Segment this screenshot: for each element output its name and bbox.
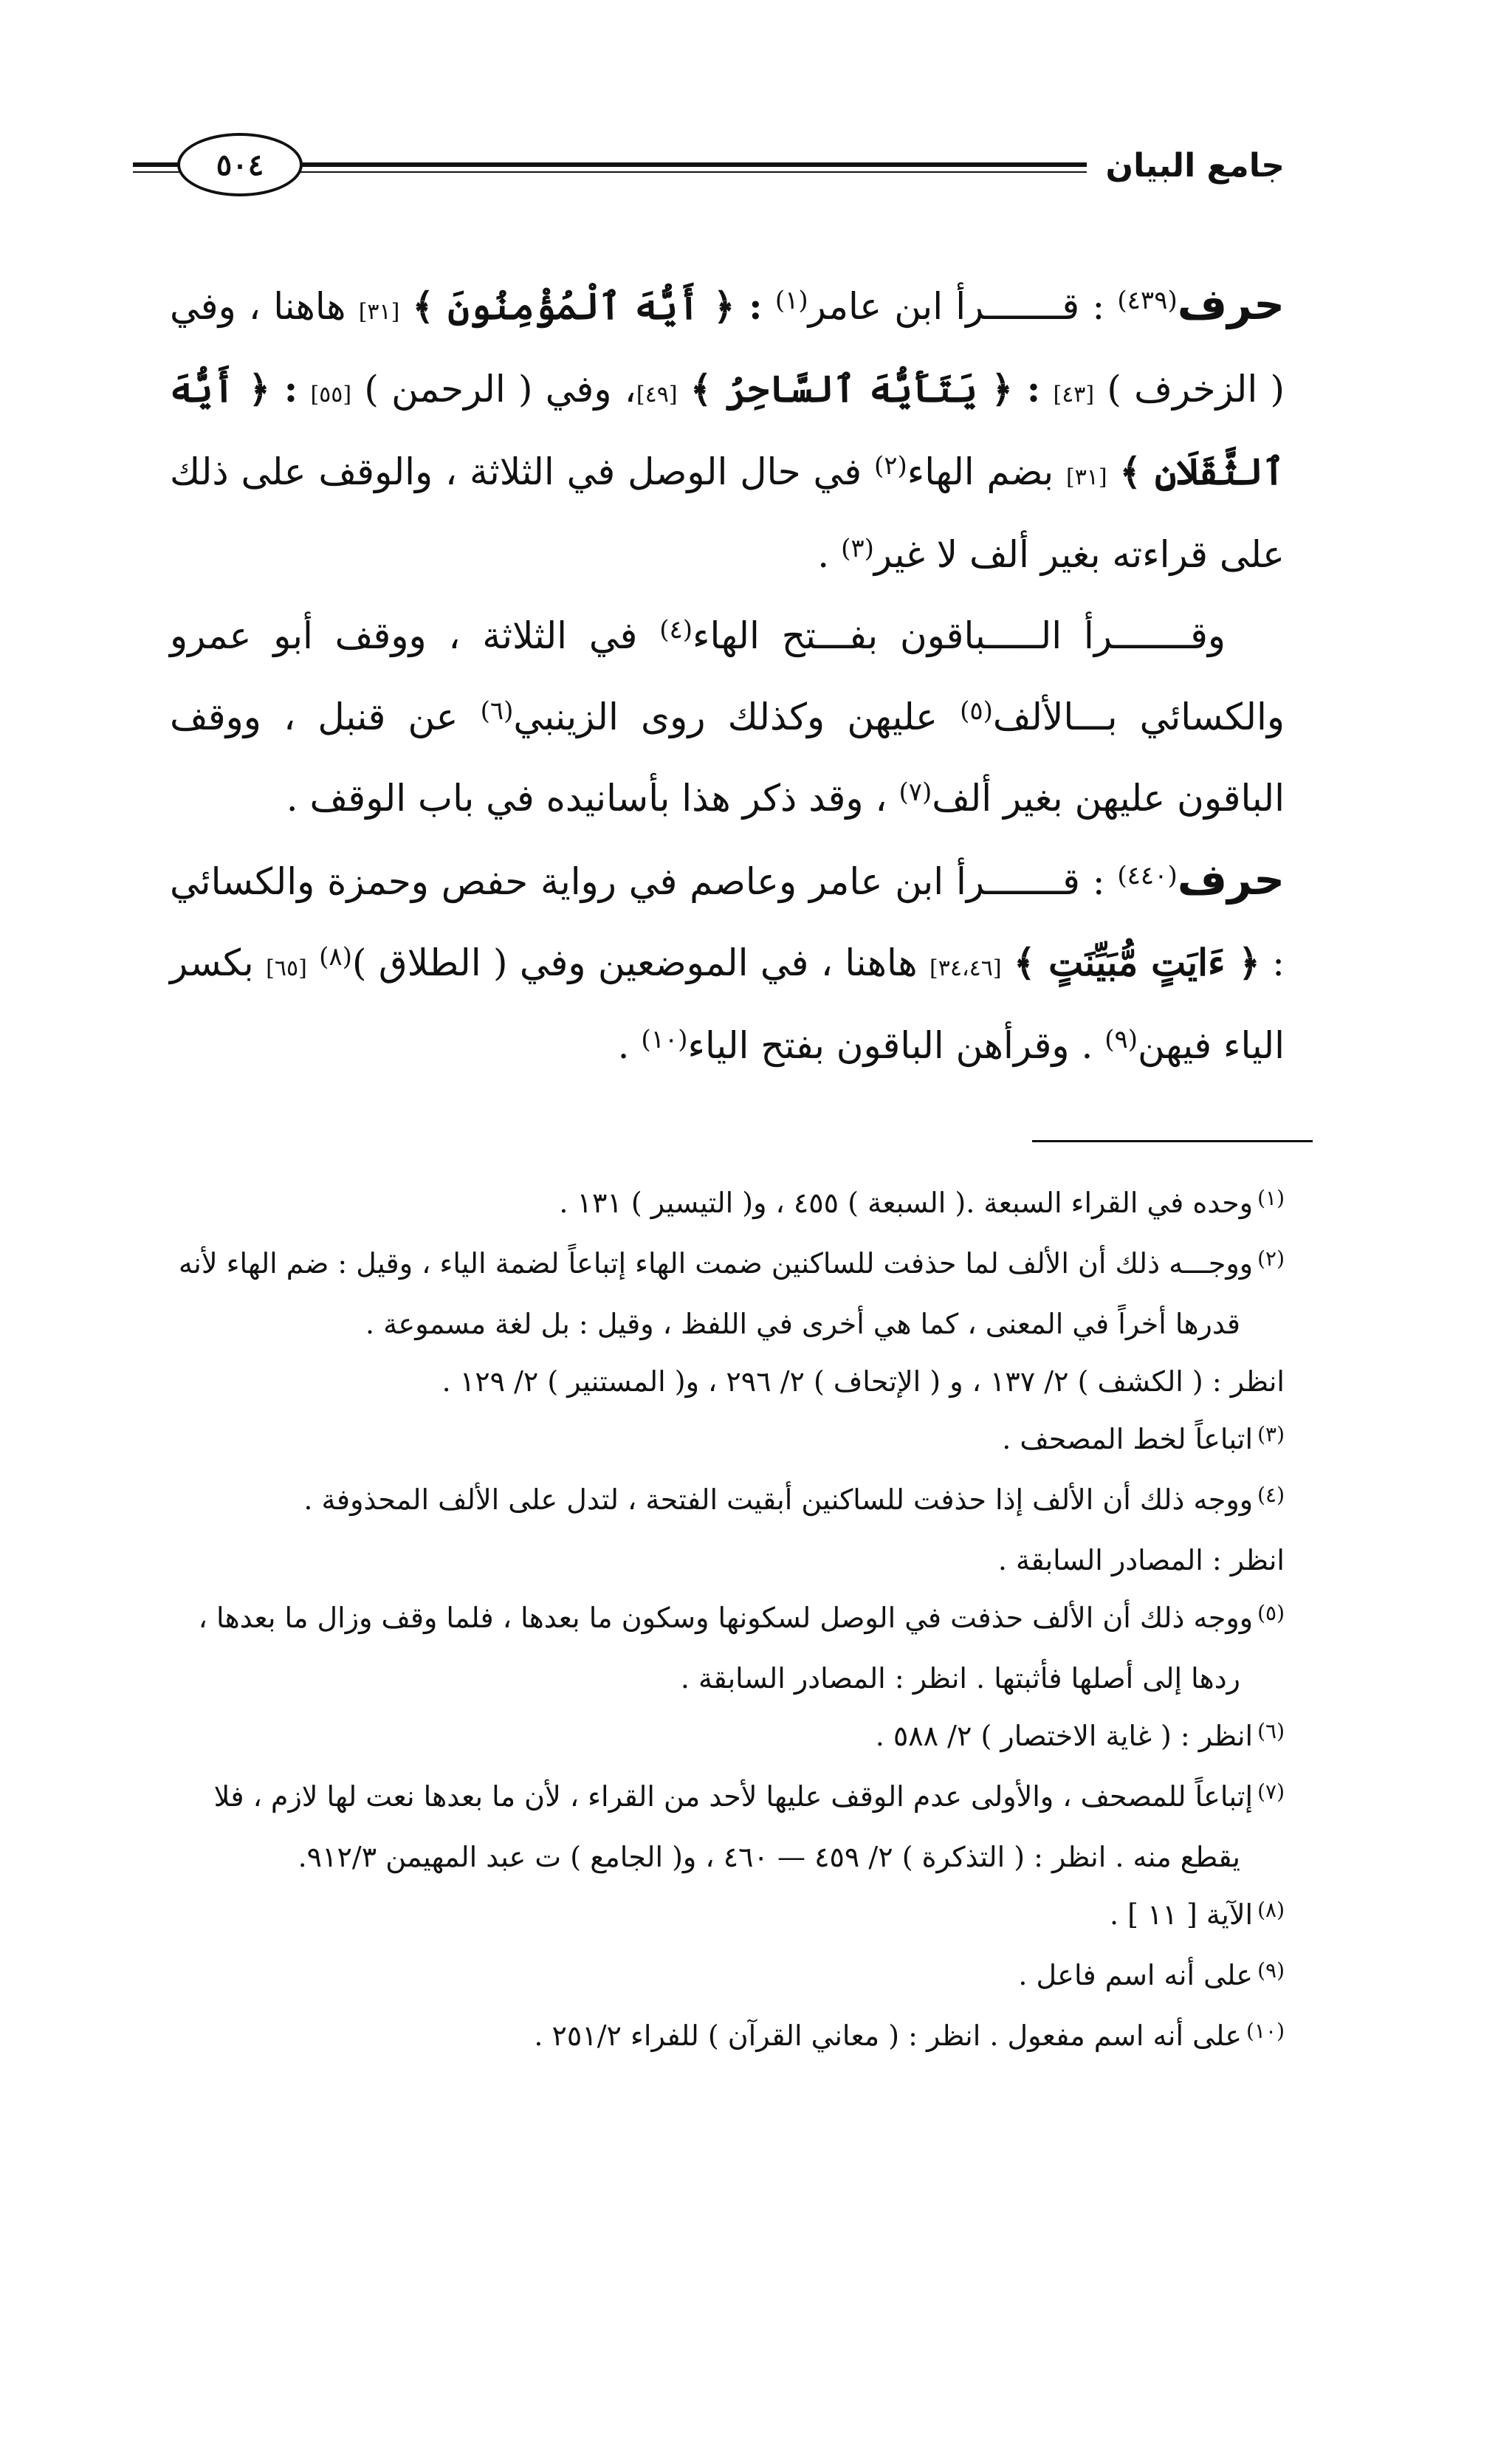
footnote-mark: (٢) xyxy=(1257,1246,1285,1271)
footnote-text: انظر : المصادر السابقة . xyxy=(997,1544,1285,1576)
main-text xyxy=(170,266,1285,1088)
text-segment: هاهنا ، وفي ( الزخرف ) xyxy=(170,285,1285,411)
footnote-mark: (٨) xyxy=(1257,1898,1285,1922)
footnote-text: إتباعاً للمصحف ، والأولى عدم الوقف عليها لأحد من القراء ، لأن ما بعدها نعت لها لازم ، فلا xyxy=(213,1780,1254,1813)
text-segment: في الثلاثة ، ووقف أبو عمرو والكسائي بـــالألف xyxy=(170,614,1285,738)
footnote-ref-6: (٦) xyxy=(480,696,514,726)
verse-ref: [٤٩] xyxy=(636,382,678,408)
paragraph-others xyxy=(170,597,1285,841)
text-segment: هاهنا ، في الموضعين وفي ( الطلاق ) xyxy=(351,941,918,984)
footnote-1 xyxy=(170,1174,1285,1235)
footnote-ref-10: (١٠) xyxy=(641,1025,688,1054)
harf-number: (٤٤٠) xyxy=(1117,861,1178,890)
footnote-5 xyxy=(170,1589,1285,1650)
book-title: جامع البيان xyxy=(1087,140,1285,192)
text-segment: . xyxy=(817,533,830,576)
footnote-text: على أنه اسم فاعل . xyxy=(1018,1959,1254,1991)
footnote-text: انظر : ( الكشف ) ٢/ ١٣٧ ، و ( الإتحاف ) ٢/ ٢٩٦ ، و( المستنير ) ٢/ ١٢٩ . xyxy=(441,1365,1285,1398)
footnote-mark: (٣) xyxy=(1257,1422,1285,1446)
footnote-ref-3: (٣) xyxy=(841,534,874,563)
paragraph-harf-440 xyxy=(170,841,1285,1088)
text-segment: ، وفي ( الرحمن ) xyxy=(364,368,636,411)
footnotes xyxy=(170,1174,1285,2067)
harf-label: حرف xyxy=(1177,854,1285,905)
page-header xyxy=(133,124,1285,205)
footnote-7-continued xyxy=(170,1828,1285,1886)
harf-number: (٤٣٩) xyxy=(1117,286,1178,315)
footnote-2-continued xyxy=(170,1295,1285,1353)
footnote-text: على أنه اسم مفعول . انظر : ( معاني القرآن ) للفراء ٢٥١/٢ . xyxy=(534,2019,1243,2052)
footnote-10 xyxy=(170,2007,1285,2067)
text-segment: عليهن وكذلك روى الزينبي xyxy=(513,696,938,738)
footnote-2-sources xyxy=(170,1353,1285,1410)
footnote-mark: (١) xyxy=(1257,1186,1285,1210)
text-segment: بكسر الياء فيهن xyxy=(170,941,1285,1067)
footnote-ref-2: (٢) xyxy=(873,451,907,481)
text-segment: بضم الهاء xyxy=(907,450,1054,493)
footnote-text: اتباعاً لخط المصحف . xyxy=(1002,1423,1254,1455)
footnote-9 xyxy=(170,1946,1285,2007)
footnote-5-continued xyxy=(170,1650,1285,1707)
paragraph-harf-439 xyxy=(170,266,1285,597)
quran-verse: ﴿ ءَايَتٍ مُّبَيِّنَتٍ ﴾ xyxy=(1013,941,1260,984)
footnote-text: قدرها أخراً في المعنى ، كما هي أخرى في اللفظ ، وقيل : بل لغة مسموعة . xyxy=(365,1308,1240,1340)
footnote-text: ووجه ذلك أن الألف حذفت في الوصل لسكونها وسكون ما بعدها ، فلما وقف وزال ما بعدها ، xyxy=(198,1602,1254,1634)
quran-verse: : ﴿ أَيُّهَ ٱلْمُؤْمِنُونَ ﴾ xyxy=(412,284,763,328)
text-segment: . وقرأهن الباقون بفتح الياء xyxy=(687,1024,1093,1067)
footnote-ref-4: (٤) xyxy=(659,615,693,645)
footnote-8 xyxy=(170,1886,1285,1946)
text-segment: . xyxy=(617,1024,630,1067)
footnote-ref-9: (٩) xyxy=(1104,1025,1138,1054)
footnote-separator xyxy=(1032,1140,1313,1142)
footnote-ref-1: (١) xyxy=(774,286,808,315)
footnote-ref-5: (٥) xyxy=(960,696,993,726)
footnote-text: انظر : ( غاية الاختصار ) ٢/ ٥٨٨ . xyxy=(875,1720,1254,1752)
footnote-2 xyxy=(170,1235,1285,1295)
footnote-mark: (٤) xyxy=(1257,1483,1285,1507)
footnote-ref-8: (٨) xyxy=(319,942,352,972)
footnote-4-sources xyxy=(170,1531,1285,1589)
footnote-mark: (٩) xyxy=(1257,1958,1285,1983)
footnote-text: ووجـــه ذلك أن الألف لما حذفت للساكنين ضمت الهاء إتباعاً لضمة الياء ، وقيل : ضم الهاء لأنه xyxy=(178,1247,1254,1280)
verse-ref: [٦٥] xyxy=(266,955,307,981)
footnote-mark: (١٠) xyxy=(1246,2019,1285,2043)
page-number: ٥٠٤ xyxy=(177,133,303,196)
quran-verse: : ﴿ أَيُّهَ ٱلثَّقَلَانِ ﴾ xyxy=(170,367,1285,493)
text-segment: : قـــــــرأ ابن عامر وعاصم في رواية حفص وحمزة والكسائي : xyxy=(170,860,1285,984)
footnote-7 xyxy=(170,1768,1285,1828)
verse-ref: [٣١] xyxy=(1065,464,1107,490)
text-segment: ، وقد ذكر هذا بأسانيده في باب الوقف . xyxy=(286,777,887,820)
text-segment: وقـــــــرأ الـــــباقون بفـــتح الهاء xyxy=(693,614,1226,657)
verse-ref: [٥٥] xyxy=(310,382,352,408)
footnote-3 xyxy=(170,1410,1285,1471)
quran-verse: : ﴿ يَتَأَيُّهَ ٱلسَّاحِرُ ﴾ xyxy=(690,367,1041,411)
footnote-mark: (٦) xyxy=(1257,1719,1285,1743)
footnote-mark: (٧) xyxy=(1257,1779,1285,1804)
harf-label: حرف xyxy=(1177,279,1285,329)
text-segment: عن قنبل ، ووقف الباقون عليهن بغير ألف xyxy=(170,696,1285,820)
footnote-text: ردها إلى أصلها فأثبتها . انظر : المصادر السابقة . xyxy=(680,1662,1240,1695)
footnote-6 xyxy=(170,1707,1285,1768)
footnote-text: يقطع منه . انظر : ( التذكرة ) ٢/ ٤٥٩ — ٤٦٠ ، و( الجامع ) ت عبد المهيمن ٩١٢/٣. xyxy=(298,1841,1240,1873)
verse-ref: [٣١] xyxy=(358,299,400,325)
footnote-mark: (٥) xyxy=(1257,1601,1285,1625)
text-segment: في حال الوصل في الثلاثة ، والوقف على ذلك على قراءته بغير ألف لا غير xyxy=(170,450,1285,576)
verse-ref: [٣٤،٤٦] xyxy=(929,955,1002,981)
footnote-4 xyxy=(170,1471,1285,1531)
footnote-ref-7: (٧) xyxy=(898,778,932,807)
footnote-text: ووجه ذلك أن الألف إذا حذفت للساكنين أبقيت الفتحة ، لتدل على الألف المحذوفة . xyxy=(303,1483,1254,1516)
footnote-text: الآية [ ١١ ] . xyxy=(1110,1898,1254,1931)
footnote-text: وحده في القراء السبعة .( السبعة ) ٤٥٥ ، و( التيسير ) ١٣١ . xyxy=(559,1187,1254,1219)
verse-ref: [٤٣] xyxy=(1053,382,1095,408)
text-segment: : قـــــــرأ ابن عامر xyxy=(808,285,1105,328)
